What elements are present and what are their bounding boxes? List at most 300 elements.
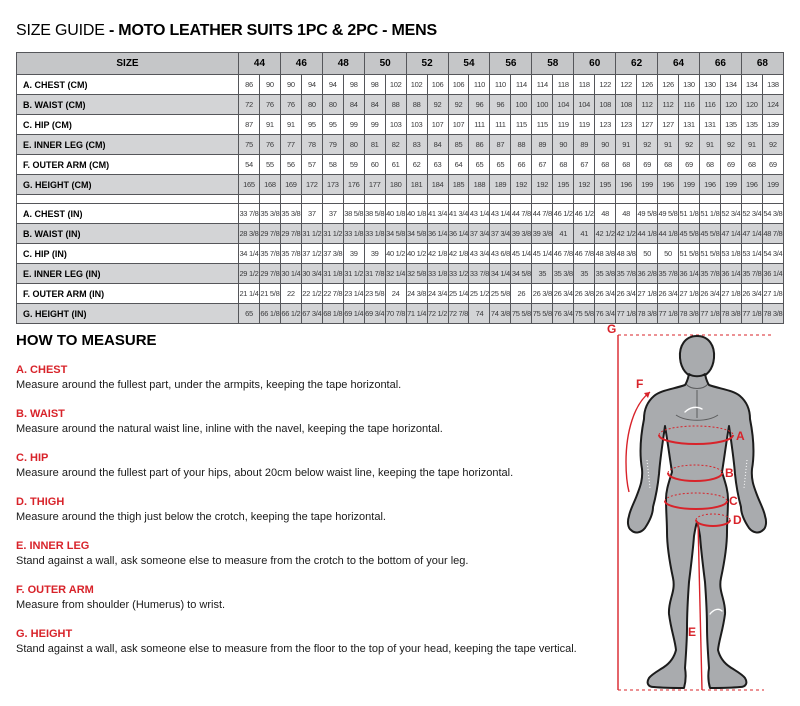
size-cell: 107: [427, 115, 448, 135]
size-cell: 51 1/8: [699, 204, 720, 224]
size-header: 58: [532, 53, 574, 75]
spacer-cell: [616, 195, 637, 204]
size-cell: 46 1/2: [574, 204, 595, 224]
size-cell: 123: [616, 115, 637, 135]
size-cell: 110: [469, 75, 490, 95]
measure-section-thigh: [16, 496, 594, 524]
size-cell: 98: [343, 75, 364, 95]
size-cell: 92: [427, 95, 448, 115]
spacer-cell: [17, 195, 239, 204]
figure-label-hip: C: [729, 494, 738, 508]
measure-section-label: D. THIGH: [16, 496, 65, 508]
size-header: 50: [364, 53, 406, 75]
size-cell: 48 3/8: [616, 244, 637, 264]
size-cell: 104: [553, 95, 574, 115]
measurement-figure: [602, 322, 792, 704]
spacer-cell: [553, 195, 574, 204]
size-cell: 75 5/8: [511, 304, 532, 324]
size-cell: 45 1/4: [532, 244, 553, 264]
size-cell: 26 3/4: [741, 284, 762, 304]
size-cell: 69: [720, 155, 741, 175]
spacer-cell: [679, 195, 700, 204]
spacer-cell: [762, 195, 783, 204]
size-cell: 87: [490, 135, 511, 155]
row-label: C. HIP (CM): [17, 115, 239, 135]
size-cell: 114: [532, 75, 553, 95]
size-cell: 65: [490, 155, 511, 175]
size-cell: 80: [322, 95, 343, 115]
size-cell: 48: [595, 204, 616, 224]
size-cell: 26 3/4: [553, 284, 574, 304]
size-cell: 90: [553, 135, 574, 155]
size-cell: 35: [532, 264, 553, 284]
size-cell: 39 3/8: [532, 224, 553, 244]
size-table: [16, 52, 784, 324]
table-row: [17, 284, 784, 304]
size-cell: 41 3/4: [448, 204, 469, 224]
size-cell: 106: [448, 75, 469, 95]
size-cell: 126: [658, 75, 679, 95]
row-label: B. WAIST (IN): [17, 224, 239, 244]
size-cell: 195: [595, 175, 616, 195]
size-header: 64: [658, 53, 700, 75]
how-to-measure-heading: HOW TO MEASURE: [16, 332, 157, 349]
size-cell: 199: [762, 175, 783, 195]
size-cell: 37 3/8: [322, 244, 343, 264]
size-cell: 83: [406, 135, 427, 155]
size-cell: 45 5/8: [699, 224, 720, 244]
size-cell: 127: [658, 115, 679, 135]
size-cell: 68: [658, 155, 679, 175]
size-cell: 26 3/4: [658, 284, 679, 304]
size-cell: 52 3/4: [741, 204, 762, 224]
size-cell: 176: [343, 175, 364, 195]
spacer-cell: [406, 195, 427, 204]
size-cell: 195: [553, 175, 574, 195]
size-cell: 196: [741, 175, 762, 195]
size-cell: 91: [616, 135, 637, 155]
size-cell: 33 1/8: [343, 224, 364, 244]
spacer-cell: [343, 195, 364, 204]
size-cell: 126: [637, 75, 658, 95]
size-cell: 111: [490, 115, 511, 135]
row-label: G. HEIGHT (CM): [17, 175, 239, 195]
size-cell: 41: [574, 224, 595, 244]
size-cell: 48 3/8: [595, 244, 616, 264]
size-cell: 76: [280, 95, 301, 115]
spacer-cell: [259, 195, 280, 204]
size-cell: 135: [741, 115, 762, 135]
size-cell: 39 3/8: [511, 224, 532, 244]
size-cell: 31 1/2: [322, 224, 343, 244]
size-cell: 43 3/4: [469, 244, 490, 264]
size-cell: 21 5/8: [259, 284, 280, 304]
size-cell: 74: [469, 304, 490, 324]
size-cell: 100: [511, 95, 532, 115]
size-cell: 135: [720, 115, 741, 135]
size-cell: 29 1/2: [239, 264, 260, 284]
table-row: [17, 75, 784, 95]
measure-section-outer-arm: [16, 584, 594, 612]
size-header: 44: [239, 53, 281, 75]
size-header: 56: [490, 53, 532, 75]
size-cell: 44 1/8: [637, 224, 658, 244]
size-cell: 122: [616, 75, 637, 95]
row-label: C. HIP (IN): [17, 244, 239, 264]
figure-label-inner-leg: E: [688, 625, 697, 639]
size-cell: 32 1/4: [385, 264, 406, 284]
size-cell: 29 7/8: [280, 224, 301, 244]
size-cell: 37: [301, 204, 322, 224]
size-cell: 31 1/8: [322, 264, 343, 284]
size-cell: 84: [427, 135, 448, 155]
size-cell: 99: [343, 115, 364, 135]
size-cell: 35 3/8: [595, 264, 616, 284]
size-cell: 100: [532, 95, 553, 115]
size-cell: 25 5/8: [490, 284, 511, 304]
size-cell: 44 7/8: [511, 204, 532, 224]
size-cell: 74 3/8: [490, 304, 511, 324]
size-cell: 46 7/8: [553, 244, 574, 264]
measure-section-text: Measure around the fullest part of your hips, about 20cm below waist line, keeping the tape horizontal.: [16, 467, 514, 479]
measure-section-text: Stand against a wall, ask someone else to measure from the floor to the top of your head, keeping the tape vertical.: [16, 643, 577, 655]
size-cell: 120: [720, 95, 741, 115]
measure-section-label: C. HIP: [16, 452, 49, 464]
size-cell: 31 1/2: [301, 224, 322, 244]
size-cell: 92: [637, 135, 658, 155]
size-cell: 96: [469, 95, 490, 115]
size-cell: 33 7/8: [469, 264, 490, 284]
size-cell: 42 1/2: [595, 224, 616, 244]
size-cell: 103: [406, 115, 427, 135]
spacer-cell: [469, 195, 490, 204]
size-cell: 76 3/4: [595, 304, 616, 324]
size-cell: 26 3/4: [699, 284, 720, 304]
spacer-cell: [699, 195, 720, 204]
size-cell: 41: [553, 224, 574, 244]
size-cell: 35 3/8: [553, 264, 574, 284]
size-cell: 69: [762, 155, 783, 175]
size-cell: 49 5/8: [637, 204, 658, 224]
size-cell: 32 5/8: [406, 264, 427, 284]
size-cell: 89: [532, 135, 553, 155]
size-cell: 45 1/4: [511, 244, 532, 264]
size-cell: 177: [364, 175, 385, 195]
size-cell: 119: [574, 115, 595, 135]
measure-section-label: F. OUTER ARM: [16, 584, 94, 596]
size-cell: 29 7/8: [259, 224, 280, 244]
size-cell: 192: [574, 175, 595, 195]
measure-section-label: A. CHEST: [16, 364, 68, 376]
size-cell: 99: [364, 115, 385, 135]
size-cell: 168: [259, 175, 280, 195]
size-cell: 92: [762, 135, 783, 155]
size-cell: 26 3/8: [532, 284, 553, 304]
size-cell: 38 5/8: [364, 204, 385, 224]
size-cell: 81: [364, 135, 385, 155]
size-cell: 37 3/4: [490, 224, 511, 244]
measure-section-text: Measure from shoulder (Humerus) to wrist.: [16, 599, 226, 611]
size-cell: 180: [385, 175, 406, 195]
size-cell: 42 1/2: [616, 224, 637, 244]
size-cell: 78 3/8: [720, 304, 741, 324]
size-cell: 69 3/4: [364, 304, 385, 324]
size-cell: 199: [679, 175, 700, 195]
spacer-cell: [448, 195, 469, 204]
spacer-cell: [490, 195, 511, 204]
size-cell: 95: [322, 115, 343, 135]
size-cell: 22: [280, 284, 301, 304]
size-cell: 75 5/8: [574, 304, 595, 324]
size-cell: 60: [364, 155, 385, 175]
spacer-cell: [427, 195, 448, 204]
figure-label-height: G: [607, 322, 617, 336]
row-label: A. CHEST (CM): [17, 75, 239, 95]
table-row: [17, 175, 784, 195]
size-cell: 26 3/8: [574, 284, 595, 304]
size-cell: 72: [239, 95, 260, 115]
size-cell: 61: [385, 155, 406, 175]
size-cell: 75 5/8: [532, 304, 553, 324]
size-cell: 82: [385, 135, 406, 155]
size-cell: 91: [741, 135, 762, 155]
size-cell: 123: [595, 115, 616, 135]
size-cell: 102: [406, 75, 427, 95]
size-cell: 72 7/8: [448, 304, 469, 324]
size-cell: 23 1/4: [343, 284, 364, 304]
size-cell: 34 1/4: [239, 244, 260, 264]
size-cell: 35 7/8: [699, 264, 720, 284]
spacer-cell: [532, 195, 553, 204]
size-cell: 39: [364, 244, 385, 264]
size-cell: 26 3/4: [616, 284, 637, 304]
size-cell: 67 3/4: [301, 304, 322, 324]
size-cell: 35 7/8: [741, 264, 762, 284]
size-cell: 76 3/4: [553, 304, 574, 324]
size-cell: 58: [322, 155, 343, 175]
size-cell: 116: [699, 95, 720, 115]
size-cell: 92: [448, 95, 469, 115]
size-cell: 131: [699, 115, 720, 135]
size-cell: 24: [385, 284, 406, 304]
measure-section-text: Measure around the thigh just below the crotch, keeping the tape horizontal.: [16, 511, 386, 523]
size-cell: 56: [280, 155, 301, 175]
size-header: 52: [406, 53, 448, 75]
size-cell: 37 1/2: [301, 244, 322, 264]
size-cell: 31 1/2: [343, 264, 364, 284]
size-cell: 95: [301, 115, 322, 135]
size-cell: 172: [301, 175, 322, 195]
spacer-cell: [322, 195, 343, 204]
size-cell: 96: [490, 95, 511, 115]
size-cell: 119: [553, 115, 574, 135]
size-cell: 31 7/8: [364, 264, 385, 284]
size-cell: 36 1/4: [427, 224, 448, 244]
size-cell: 196: [616, 175, 637, 195]
spacer-cell: [385, 195, 406, 204]
size-cell: 29 7/8: [259, 264, 280, 284]
size-cell: 44 1/8: [658, 224, 679, 244]
size-cell: 45 5/8: [679, 224, 700, 244]
size-cell: 66 1/2: [280, 304, 301, 324]
size-cell: 43 1/4: [490, 204, 511, 224]
size-cell: 80: [301, 95, 322, 115]
table-row: [17, 204, 784, 224]
size-cell: 40 1/8: [385, 204, 406, 224]
size-cell: 43 1/4: [469, 204, 490, 224]
size-cell: 64: [448, 155, 469, 175]
size-cell: 39: [343, 244, 364, 264]
spacer-cell: [574, 195, 595, 204]
measure-section-text: Stand against a wall, ask someone else to measure from the crotch to the bottom of your leg.: [16, 555, 469, 567]
size-cell: 108: [595, 95, 616, 115]
size-cell: 91: [658, 135, 679, 155]
size-cell: 27 1/8: [762, 284, 783, 304]
size-cell: 77 1/8: [658, 304, 679, 324]
figure-label-waist: B: [725, 466, 734, 480]
size-cell: 116: [679, 95, 700, 115]
size-cell: 66 1/8: [259, 304, 280, 324]
size-cell: 131: [679, 115, 700, 135]
size-cell: 72 1/2: [427, 304, 448, 324]
size-cell: 51 1/8: [679, 204, 700, 224]
size-cell: 84: [343, 95, 364, 115]
size-cell: 91: [699, 135, 720, 155]
size-cell: 44 7/8: [532, 204, 553, 224]
size-cell: 59: [343, 155, 364, 175]
size-cell: 91: [280, 115, 301, 135]
size-cell: 22 7/8: [322, 284, 343, 304]
size-cell: 35 7/8: [280, 244, 301, 264]
size-cell: 173: [322, 175, 343, 195]
table-row: [17, 95, 784, 115]
size-cell: 68: [595, 155, 616, 175]
size-cell: 78 3/8: [762, 304, 783, 324]
measure-section-label: E. INNER LEG: [16, 540, 90, 552]
table-row: [17, 224, 784, 244]
spacer-cell: [658, 195, 679, 204]
size-cell: 68 1/8: [322, 304, 343, 324]
measure-section-height: [16, 628, 594, 656]
size-cell: 90: [280, 75, 301, 95]
size-cell: 185: [448, 175, 469, 195]
size-cell: 37 3/4: [469, 224, 490, 244]
size-cell: 26: [511, 284, 532, 304]
size-cell: 49 5/8: [658, 204, 679, 224]
spacer-cell: [280, 195, 301, 204]
size-cell: 33 1/8: [364, 224, 385, 244]
size-cell: 102: [385, 75, 406, 95]
measure-section-waist: [16, 408, 594, 436]
size-cell: 94: [301, 75, 322, 95]
size-cell: 48 7/8: [762, 224, 783, 244]
size-cell: 23 5/8: [364, 284, 385, 304]
spacer-cell: [741, 195, 762, 204]
size-cell: 69: [679, 155, 700, 175]
size-header-row: [17, 53, 784, 75]
size-cell: 130: [699, 75, 720, 95]
size-cell: 69: [637, 155, 658, 175]
size-cell: 68: [553, 155, 574, 175]
table-row: [17, 135, 784, 155]
size-cell: 30 1/4: [280, 264, 301, 284]
figure-label-outer-arm: F: [636, 377, 644, 391]
size-cell: 189: [490, 175, 511, 195]
size-cell: 54 3/8: [762, 204, 783, 224]
spacer-cell: [364, 195, 385, 204]
size-cell: 47 1/4: [720, 224, 741, 244]
row-label: G. HEIGHT (IN): [17, 304, 239, 324]
size-cell: 55: [259, 155, 280, 175]
size-cell: 36 1/4: [762, 264, 783, 284]
size-cell: 169: [280, 175, 301, 195]
spacer-cell: [720, 195, 741, 204]
size-cell: 87: [239, 115, 260, 135]
size-cell: 127: [637, 115, 658, 135]
size-cell: 35 7/8: [616, 264, 637, 284]
size-cell: 78: [301, 135, 322, 155]
size-cell: 78 3/8: [679, 304, 700, 324]
spacer-cell: [239, 195, 260, 204]
size-cell: 36 1/4: [679, 264, 700, 284]
size-cell: 35 3/8: [280, 204, 301, 224]
measure-section-hip: [16, 452, 594, 480]
size-cell: 34 5/8: [511, 264, 532, 284]
size-header: 68: [741, 53, 783, 75]
size-cell: 90: [259, 75, 280, 95]
size-cell: 33 1/8: [427, 264, 448, 284]
size-cell: 24 3/4: [427, 284, 448, 304]
figure-head: [680, 336, 714, 378]
size-cell: 134: [741, 75, 762, 95]
size-cell: 77 1/8: [741, 304, 762, 324]
table-row: [17, 155, 784, 175]
row-label: F. OUTER ARM (IN): [17, 284, 239, 304]
measure-section-inner-leg: [16, 540, 594, 568]
size-cell: 47 1/4: [741, 224, 762, 244]
table-row: [17, 244, 784, 264]
size-cell: 34 5/8: [385, 224, 406, 244]
measure-section-chest: [16, 364, 594, 392]
size-cell: 35: [574, 264, 595, 284]
size-cell: 77 1/8: [616, 304, 637, 324]
size-cell: 27 1/8: [679, 284, 700, 304]
size-cell: 118: [574, 75, 595, 95]
size-cell: 53 1/4: [741, 244, 762, 264]
row-label: B. WAIST (CM): [17, 95, 239, 115]
size-cell: 107: [448, 115, 469, 135]
page-title-prefix: SIZE GUIDE: [16, 22, 109, 39]
size-cell: 110: [490, 75, 511, 95]
spacer-cell: [595, 195, 616, 204]
size-cell: 112: [637, 95, 658, 115]
size-cell: 41 3/4: [427, 204, 448, 224]
size-cell: 25 1/4: [448, 284, 469, 304]
page-title: [16, 22, 437, 40]
size-cell: 35 7/8: [658, 264, 679, 284]
size-cell: 118: [553, 75, 574, 95]
size-cell: 115: [532, 115, 553, 135]
size-cell: 88: [385, 95, 406, 115]
size-cell: 62: [406, 155, 427, 175]
size-cell: 108: [616, 95, 637, 115]
size-cell: 75: [239, 135, 260, 155]
size-cell: 43 6/8: [490, 244, 511, 264]
size-header: 48: [322, 53, 364, 75]
size-header: 62: [616, 53, 658, 75]
size-table-body: [17, 75, 784, 324]
size-cell: 33 7/8: [239, 204, 260, 224]
